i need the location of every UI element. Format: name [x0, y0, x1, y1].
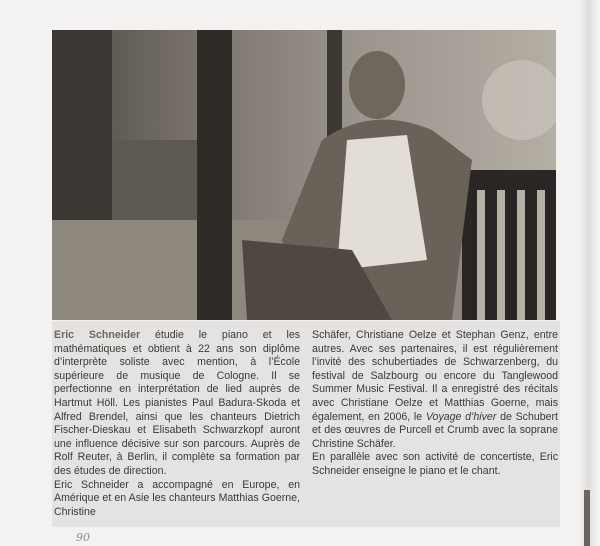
portrait-photo-illustration [52, 30, 556, 320]
right-column [312, 329, 558, 519]
biography-text-box [52, 321, 560, 527]
paragraph-2-text-a: Schäfer, Christiane Oelze et Stephan Genz, entre autres. Avec ses partenaires, il est régulièrement l’invité des schubertiades de Schwarzenberg, du festival de Salzbourg ou encore du Tanglewood Summer Music Festival. Il a enregistré des récitals avec Christiane Oelze et Matthias Goerne, mais également, en 2006, le [312, 329, 558, 423]
paragraph-2-continued [312, 329, 558, 451]
paragraph-2-start: Eric Schneider a accompagné en Europe, en Amérique et en Asie les chanteurs Matthias Goerne, Christine [54, 478, 300, 518]
left-column [54, 329, 300, 519]
work-title: Voyage d’hiver [425, 410, 497, 423]
paragraph-1-text: étudie le piano et les mathématiques et obtient à 22 ans son diplôme d’interprète soliste avec mention, à l’École supérieure de musique de Cologne. Il se perfectionne en interprétation de lied auprès de Hartmut Höll. Les pianistes Paul Badura-Skoda et Alfred Brendel, ainsi que les chanteurs Dietrich Fischer-Dieskau et Elisabeth Schwarzkopf auront une influence décisive sur son parcours. Auprès de Rolf Reuter, à Berlin, il complète sa formation par des études de direction. [54, 329, 301, 477]
page-number: 90 [76, 531, 90, 545]
paragraph-3: En parallèle avec son activité de concertiste, Eric Schneider enseigne le piano et le chant. [312, 451, 558, 477]
paragraph-2-text-b: de Schubert et des œuvres de Purcell et Crumb avec la soprane Christine Schäfer. [312, 410, 559, 450]
book-binding-edge [578, 0, 600, 546]
paragraph-1 [54, 329, 300, 479]
artist-name: Eric Schneider [54, 329, 141, 341]
book-binding-shadow [584, 490, 590, 546]
portrait-photo [52, 30, 556, 320]
